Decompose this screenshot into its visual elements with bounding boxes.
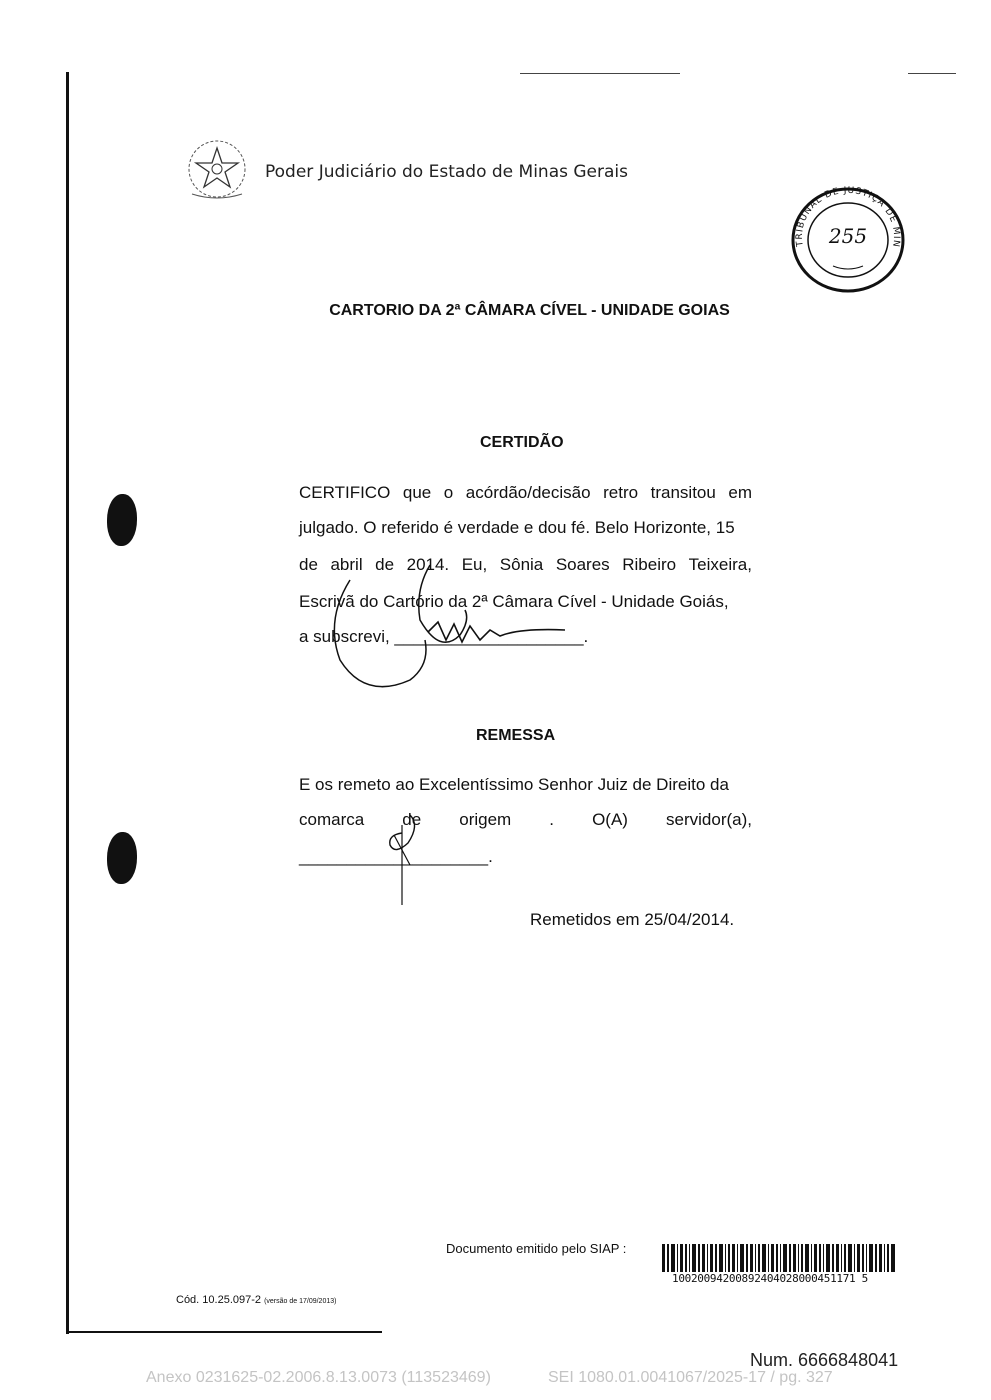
document-code	[176, 1294, 336, 1306]
word: em	[728, 483, 752, 502]
word: 2014.	[406, 555, 450, 574]
word: Eu,	[461, 555, 488, 574]
word: CERTIFICO	[299, 483, 391, 502]
top-scan-line	[520, 73, 680, 74]
barcode-icon	[662, 1244, 898, 1272]
word: Teixeira,	[688, 555, 752, 574]
barcode-number: 10020094200892404028000451171 5	[672, 1272, 868, 1285]
remessa-heading: REMESSA	[476, 727, 556, 744]
document-code-text: Cód. 10.25.097-2	[176, 1294, 262, 1306]
word: O(A)	[592, 810, 628, 829]
siap-label: Documento emitido pelo SIAP :	[446, 1241, 627, 1256]
remessa-line-1: E os remeto ao Excelentíssimo Senhor Juiz de Direito da	[299, 775, 729, 794]
punch-hole-bottom	[107, 832, 137, 884]
left-margin-line	[66, 72, 69, 1334]
word: Sônia	[499, 555, 544, 574]
sent-date: Remetidos em 25/04/2014.	[530, 910, 735, 929]
word: que	[402, 483, 432, 502]
word: o	[443, 483, 454, 502]
office-title-text: CARTORIO DA 2ª CÂMARA CÍVEL - UNIDADE GOIAS	[329, 302, 730, 319]
word: de	[402, 810, 422, 829]
office-title	[0, 302, 991, 320]
word: Ribeiro	[622, 555, 677, 574]
certidao-line-4: Escrivã do Cartório da 2ª Câmara Cível - Unidade Goiás,	[299, 592, 729, 611]
word: de	[375, 555, 395, 574]
word: abril	[330, 555, 363, 574]
stamp-number: 255	[828, 224, 868, 248]
word: acórdão/decisão	[465, 483, 591, 502]
document-code-version: (versão de 17/09/2013)	[264, 1298, 337, 1305]
sei-reference: SEI 1080.01.0041067/2025-17 / pg. 327	[548, 1369, 833, 1386]
word: servidor(a),	[666, 810, 752, 829]
organization-name: Poder Judiciário do Estado de Minas Gerais	[265, 162, 628, 182]
word: retro	[603, 483, 639, 502]
server-signature-icon	[380, 805, 430, 910]
svg-text:TRIBUNAL DE JUSTIÇA DE MINAS G: TRIBUNAL DE JUSTIÇA DE MIN	[794, 186, 902, 249]
clerk-signature-icon	[320, 560, 580, 700]
certidao-line-2: julgado. O referido é verdade e dou fé. Belo Horizonte, 15	[299, 518, 735, 537]
word: origem	[459, 810, 512, 829]
document-number: Num. 6666848041	[750, 1350, 899, 1370]
bottom-margin-line	[66, 1331, 382, 1333]
top-right-scan-line	[908, 73, 956, 74]
certidao-line-5: a subscrevi, ____________________.	[299, 627, 589, 646]
remessa-line-2	[299, 810, 752, 830]
word: comarca	[299, 810, 365, 829]
punch-hole-top	[107, 494, 137, 546]
word: de	[299, 555, 318, 574]
word: .	[549, 810, 554, 829]
certidao-line-1	[299, 483, 752, 503]
certidao-heading: CERTIDÃO	[480, 434, 564, 451]
coat-of-arms-icon	[182, 136, 252, 206]
annex-reference: Anexo 0231625-02.2006.8.13.0073 (113523469)	[146, 1369, 491, 1386]
word: transitou	[650, 483, 716, 502]
word: Soares	[555, 555, 610, 574]
remessa-line-3: ____________________.	[299, 847, 493, 866]
court-stamp	[789, 186, 907, 294]
